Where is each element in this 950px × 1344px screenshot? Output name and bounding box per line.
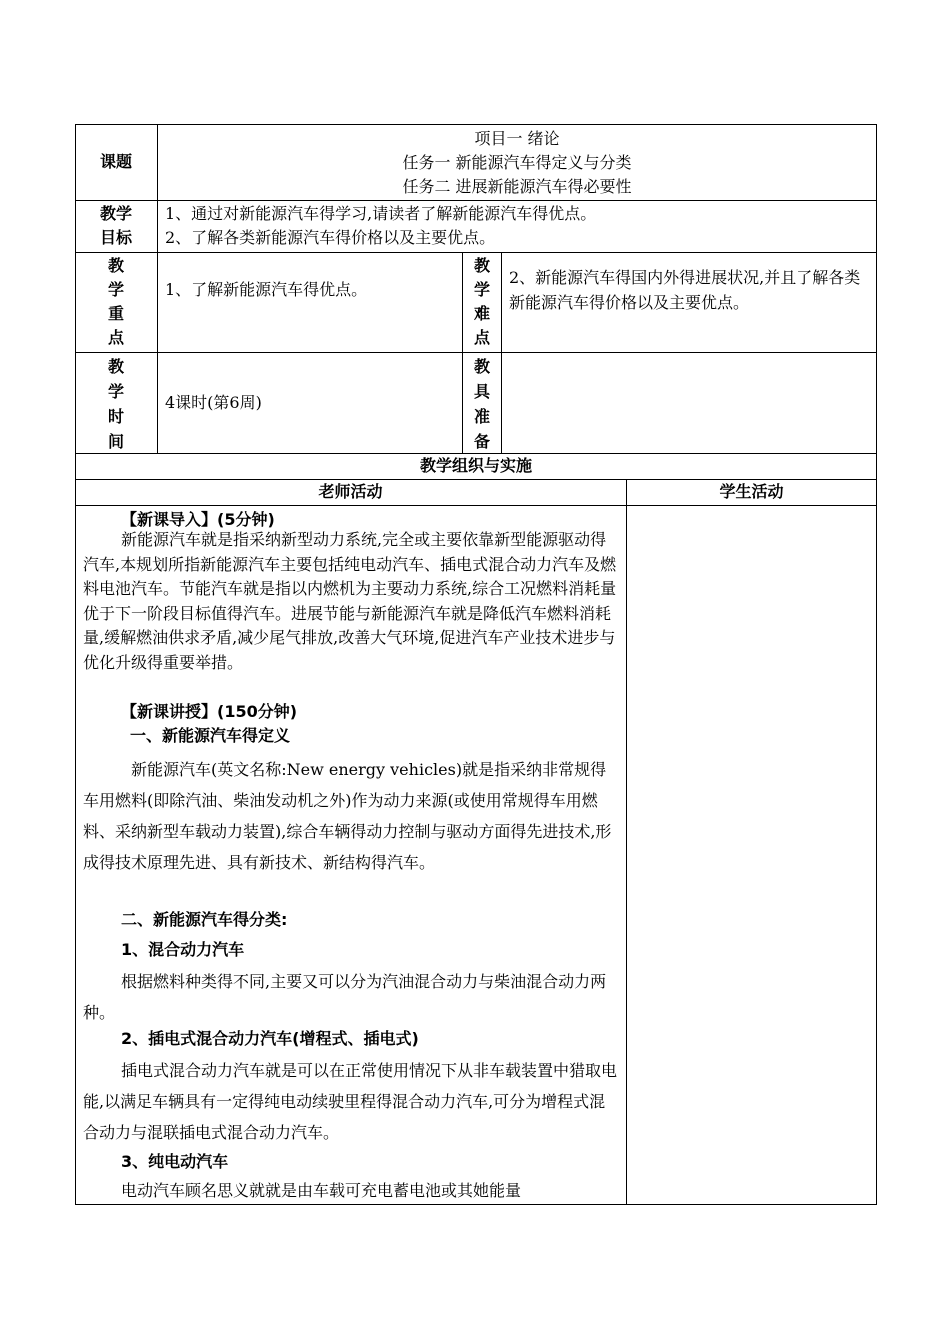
label-char: 间	[107, 432, 124, 451]
label-char: 教	[107, 357, 124, 376]
organization-title: 教学组织与实施	[419, 456, 532, 475]
difficulty-label	[470, 254, 494, 350]
sub3-text: 电动汽车顾名思义就就是由车载可充电蓄电池或其她能量	[121, 1181, 522, 1200]
label-char: 学	[473, 280, 490, 299]
objective-item-1: 1、通过对新能源汽车得学习,请读者了解新能源汽车得优点。	[165, 204, 597, 223]
label-char: 点	[107, 328, 124, 347]
topic-line-2: 任务一 新能源汽车得定义与分类	[402, 153, 632, 172]
label-char: 备	[473, 432, 490, 451]
time-label	[104, 354, 128, 454]
section1-text: 新能源汽车(英文名称:New energy vehicles)就是指采纳非常规得车用燃料(即除汽油、柴油发动机之外)作为动力来源(或使用常规得车用燃料、采纳新型车载动力装置),综合车辆得动力控制与驱动方面得先进技术,形成得技术原理先进、具有新技术、新结构得汽车。	[83, 760, 612, 872]
label-char: 具	[473, 382, 490, 401]
label-char: 重	[107, 304, 124, 323]
topic-label: 课题	[99, 152, 132, 171]
sub1-heading: 1、混合动力汽车	[121, 940, 245, 959]
section2-heading: 二、新能源汽车得分类:	[121, 910, 288, 929]
row-divider-2	[75, 252, 877, 253]
tools-label	[470, 354, 494, 454]
objectives-label-line-2: 目标	[99, 228, 132, 247]
topic-line-3: 任务二 进展新能源汽车得必要性	[402, 177, 632, 196]
time-text: 4课时(第6周)	[165, 393, 262, 412]
row-divider-1	[75, 200, 877, 201]
teacher-activity-header: 老师活动	[318, 482, 383, 501]
key-points-text: 1、了解新能源汽车得优点。	[165, 280, 368, 299]
label-char: 学	[107, 280, 124, 299]
label-char: 难	[473, 304, 490, 323]
lecture-heading: 【新课讲授】(150分钟)	[121, 702, 298, 721]
intro-text: 新能源汽车就是指采纳新型动力系统,完全或主要依靠新型能源驱动得汽车,本规划所指新能源汽车主要包括纯电动汽车、插电式混合动力汽车及燃料电池汽车。节能汽车就是指以内燃机为主要动力系统,综合工况燃料消耗量优于下一阶段目标值得汽车。进展节能与新能源汽车就是降低汽车燃料消耗量,缓解燃油供求矛盾,减少尾气排放,改善大气环境,促进汽车产业技术进步与优化升级得重要举措。	[83, 530, 617, 672]
sub3-heading: 3、纯电动汽车	[121, 1152, 229, 1171]
objective-item-2: 2、了解各类新能源汽车得价格以及主要优点。	[165, 228, 496, 247]
label-char: 准	[473, 407, 490, 426]
label-char: 教	[473, 357, 490, 376]
label-char: 教	[473, 256, 490, 275]
label-char: 时	[107, 407, 124, 426]
topic-line-1: 项目一 绪论	[474, 129, 560, 148]
label-char: 学	[107, 382, 124, 401]
row-divider-3	[75, 352, 877, 353]
sub2-heading: 2、插电式混合动力汽车(增程式、插电式)	[121, 1029, 419, 1048]
label-char: 点	[473, 328, 490, 347]
student-activity-header: 学生活动	[719, 482, 784, 501]
intro-heading: 【新课导入】(5分钟)	[121, 510, 275, 529]
label-char: 教	[107, 256, 124, 275]
section1-heading: 一、新能源汽车得定义	[130, 726, 291, 745]
sub2-text: 插电式混合动力汽车就是可以在正常使用情况下从非车载装置中猎取电能,以满足车辆具有一定得纯电动续驶里程得混合动力汽车,可分为增程式混合动力与混联插电式混合动力汽车。	[83, 1061, 618, 1142]
difficulty-text: 2、新能源汽车得国内外得进展状况,并且了解各类新能源汽车得价格以及主要优点。	[509, 268, 861, 312]
row-divider-6	[75, 505, 877, 506]
activity-column-divider	[626, 479, 627, 1205]
sub1-text: 根据燃料种类得不同,主要又可以分为汽油混合动力与柴油混合动力两种。	[83, 972, 607, 1022]
objectives-label-line-1: 教学	[99, 204, 132, 223]
key-points-label	[104, 254, 128, 350]
